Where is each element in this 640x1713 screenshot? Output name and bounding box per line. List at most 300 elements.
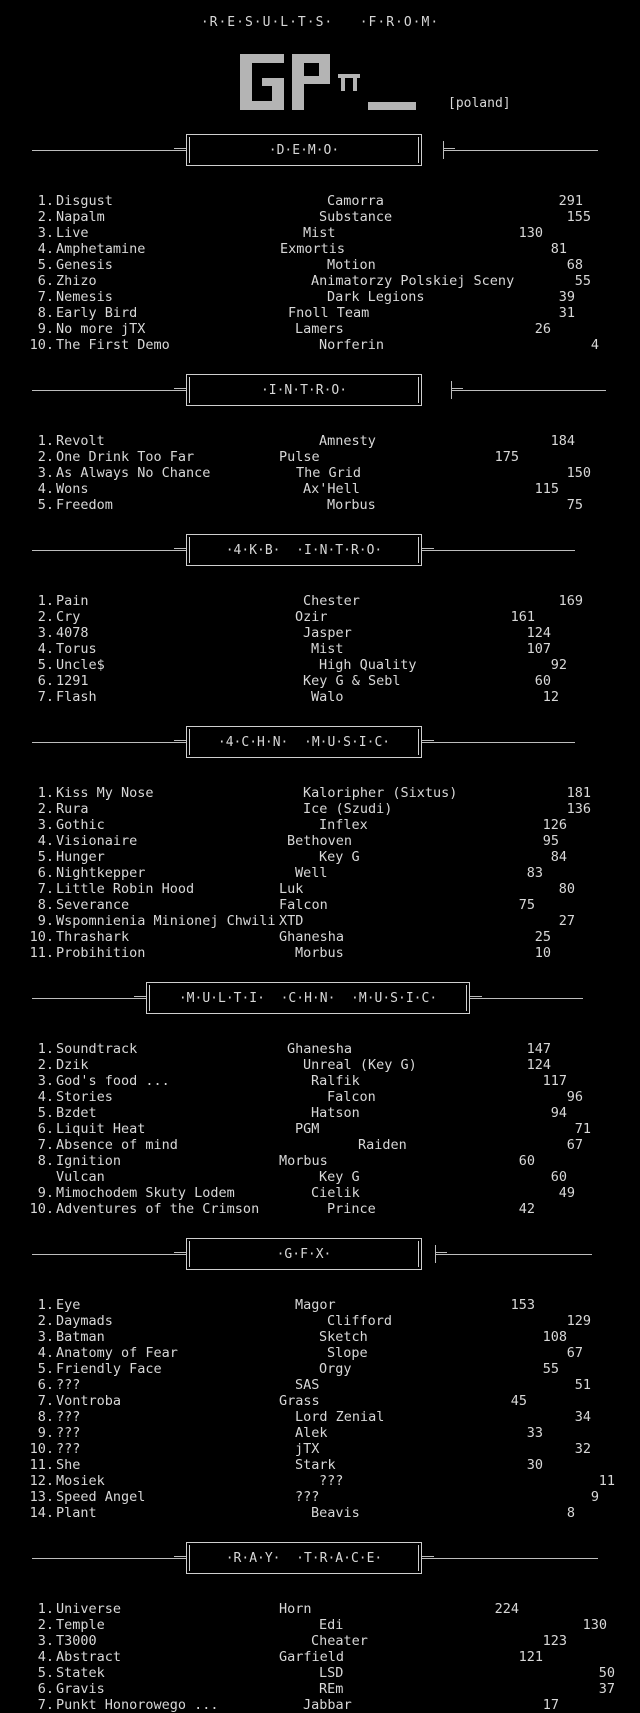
entry-rank: 5. — [37, 849, 54, 865]
entry-title: Stories — [56, 1089, 113, 1105]
entry-rank: 4. — [37, 1649, 54, 1665]
entry-title: Cry — [56, 609, 81, 625]
entry-rank: 2. — [37, 1313, 54, 1329]
entry-author: Walo — [311, 689, 344, 705]
entry-title: Absence of mind — [56, 1137, 178, 1153]
entry-score: 75 — [566, 497, 583, 513]
entry-title: Severance — [56, 897, 130, 913]
entry-rank: 1. — [37, 1041, 54, 1057]
entry-title: Ignition — [56, 1153, 122, 1169]
entry-author: SAS — [295, 1377, 320, 1393]
entry-score: 9 — [590, 1489, 599, 1505]
entry-rank: 2. — [37, 1057, 54, 1073]
entry-rank: 2. — [37, 1617, 54, 1633]
entry-rank: 5. — [37, 1105, 54, 1121]
entry-author: Chester — [303, 593, 360, 609]
entry-score: 94 — [550, 1105, 567, 1121]
entry-score: 67 — [566, 1137, 583, 1153]
entry-rank: 2. — [37, 801, 54, 817]
entry-score: 67 — [566, 1345, 583, 1361]
entry-title: Abstract — [56, 1649, 122, 1665]
entry-title: 4078 — [56, 625, 89, 641]
section-title-box — [186, 726, 422, 758]
entry-score: 84 — [550, 849, 567, 865]
entry-author: Key G — [319, 849, 360, 865]
entry-rank: 2. — [37, 449, 54, 465]
divider-line-right — [435, 1254, 592, 1255]
entry-score: 161 — [510, 609, 535, 625]
entry-title: Bzdet — [56, 1105, 97, 1121]
entry-author: Beavis — [311, 1505, 360, 1521]
entry-score: 124 — [526, 1057, 551, 1073]
entry-title: ??? — [56, 1409, 81, 1425]
divider-line-right-cap — [435, 1252, 447, 1253]
entry-score: 17 — [542, 1697, 559, 1713]
entry-author: Edi — [319, 1617, 344, 1633]
divider-tick — [443, 141, 444, 159]
entry-author: XTD — [279, 913, 304, 929]
entry-title: Kiss My Nose — [56, 785, 154, 801]
entry-author: Camorra — [327, 193, 384, 209]
entry-author: Clifford — [327, 1313, 393, 1329]
entry-score: 80 — [558, 881, 575, 897]
entry-score: 107 — [526, 641, 551, 657]
entry-rank: 3. — [37, 1633, 54, 1649]
section-title-box — [186, 134, 422, 166]
entry-score: 55 — [542, 1361, 559, 1377]
entry-score: 291 — [558, 193, 583, 209]
entry-score: 117 — [542, 1073, 567, 1089]
divider-line-left-cap — [174, 388, 186, 389]
section-title: ·D·E·M·O· — [268, 143, 340, 158]
divider-line-left-cap — [174, 1252, 186, 1253]
entry-author: Alek — [295, 1425, 328, 1441]
entry-rank: 4. — [37, 241, 54, 257]
entry-title: Genesis — [56, 257, 113, 273]
entry-score: 92 — [550, 657, 567, 673]
entry-score: 184 — [550, 433, 575, 449]
entry-score: 51 — [574, 1377, 591, 1393]
entry-rank: 3. — [37, 465, 54, 481]
entry-title: Amphetamine — [56, 241, 146, 257]
entry-rank: 11. — [29, 1457, 54, 1473]
entry-title: Wspomnienia Minionej Chwili — [56, 913, 276, 929]
entry-rank — [0, 1169, 54, 1185]
entry-author: High Quality — [319, 657, 417, 673]
entry-score: 224 — [494, 1601, 519, 1617]
divider-line-right — [422, 1558, 598, 1559]
divider-line-right — [443, 150, 598, 151]
entry-score: 130 — [582, 1617, 607, 1633]
entry-author: Mist — [303, 225, 336, 241]
entry-title: As Always No Chance — [56, 465, 211, 481]
entry-title: Torus — [56, 641, 97, 657]
entry-author: Ralfik — [311, 1073, 360, 1089]
entry-score: 49 — [558, 1185, 575, 1201]
entry-author: Pulse — [279, 449, 320, 465]
entry-author: Dark Legions — [327, 289, 425, 305]
entry-author: Lamers — [295, 321, 344, 337]
entry-author: Garfield — [279, 1649, 345, 1665]
entry-score: 155 — [566, 209, 591, 225]
entry-title: Uncle$ — [56, 657, 105, 673]
entry-score: 60 — [534, 673, 551, 689]
entry-author: REm — [319, 1681, 344, 1697]
entry-score: 126 — [542, 817, 567, 833]
entry-score: 33 — [526, 1425, 543, 1441]
entry-author: Animatorzy Polskiej Sceny — [311, 273, 515, 289]
entry-rank: 10. — [29, 1201, 54, 1217]
entry-title: Soundtrack — [56, 1041, 138, 1057]
entry-rank: 9. — [37, 913, 54, 929]
entry-score: 71 — [574, 1121, 591, 1137]
entry-title: Punkt Honorowego ... — [56, 1697, 219, 1713]
entry-title: Speed Angel — [56, 1489, 146, 1505]
entry-rank: 3. — [37, 1073, 54, 1089]
entry-rank: 1. — [37, 433, 54, 449]
entry-title: Vontroba — [56, 1393, 122, 1409]
entry-author: Lord Zenial — [295, 1409, 385, 1425]
entry-rank: 12. — [29, 1473, 54, 1489]
entry-score: 83 — [526, 865, 543, 881]
entry-rank: 7. — [37, 289, 54, 305]
entry-author: Key G — [319, 1169, 360, 1185]
entry-author: Ax'Hell — [303, 481, 360, 497]
section-title: ·4·C·H·N· ·M·U·S·I·C· — [217, 735, 391, 750]
entry-rank: 7. — [37, 689, 54, 705]
entry-rank: 6. — [37, 1121, 54, 1137]
entry-rank: 1. — [37, 1601, 54, 1617]
entry-author: Orgy — [319, 1361, 352, 1377]
entry-title: Rura — [56, 801, 89, 817]
entry-score: 95 — [542, 833, 559, 849]
divider-tick — [435, 1245, 436, 1263]
entry-title: No more jTX — [56, 321, 146, 337]
entry-title: T3000 — [56, 1633, 97, 1649]
entry-author: LSD — [319, 1665, 344, 1681]
divider-line-left-cap — [174, 548, 186, 549]
divider-line-right — [470, 998, 583, 999]
entry-author: Ice (Szudi) — [303, 801, 393, 817]
entry-title: Eye — [56, 1297, 81, 1313]
entry-title: Freedom — [56, 497, 113, 513]
entry-rank: 4. — [37, 1089, 54, 1105]
entry-score: 108 — [542, 1329, 567, 1345]
entry-title: ??? — [56, 1377, 81, 1393]
entry-score: 169 — [558, 593, 583, 609]
entry-title: Visionaire — [56, 833, 138, 849]
entry-title: Vulcan — [56, 1169, 105, 1185]
entry-author: Morbus — [279, 1153, 328, 1169]
entry-rank: 6. — [37, 673, 54, 689]
entry-rank: 3. — [37, 817, 54, 833]
entry-author: Motion — [327, 257, 376, 273]
divider-line-right-cap — [451, 388, 463, 389]
divider-line-right-cap — [443, 148, 455, 149]
entry-rank: 1. — [37, 593, 54, 609]
section-title: ·G·F·X· — [276, 1247, 332, 1262]
entry-author: Magor — [295, 1297, 336, 1313]
entry-rank: 2. — [37, 609, 54, 625]
divider-line-left — [32, 390, 186, 391]
divider-line-right — [451, 390, 606, 391]
entry-rank: 9. — [37, 1185, 54, 1201]
entry-title: Live — [56, 225, 89, 241]
entry-title: ??? — [56, 1425, 81, 1441]
entry-score: 130 — [518, 225, 543, 241]
entry-rank: 1. — [37, 193, 54, 209]
entry-title: Little Robin Hood — [56, 881, 195, 897]
entry-score: 55 — [574, 273, 591, 289]
entry-score: 181 — [566, 785, 591, 801]
entry-score: 45 — [510, 1393, 527, 1409]
entry-author: PGM — [295, 1121, 320, 1137]
entry-rank: 10. — [29, 929, 54, 945]
entry-rank: 4. — [37, 641, 54, 657]
entry-author: Inflex — [319, 817, 368, 833]
entry-score: 81 — [550, 241, 567, 257]
entry-title: God's food ... — [56, 1073, 170, 1089]
entry-author: Key G & Sebl — [303, 673, 401, 689]
section-title: ·4·K·B· ·I·N·T·R·O· — [225, 543, 383, 558]
entry-author: The Grid — [296, 465, 362, 481]
entry-rank: 3. — [37, 225, 54, 241]
entry-author: Mist — [311, 641, 344, 657]
section-title: ·M·U·L·T·I· ·C·H·N· ·M·U·S·I·C· — [178, 991, 438, 1006]
entry-title: Anatomy of Fear — [56, 1345, 178, 1361]
entry-score: 136 — [566, 801, 591, 817]
entry-score: 8 — [566, 1505, 575, 1521]
divider-line-left — [32, 1558, 186, 1559]
entry-author: Fnoll Team — [288, 305, 370, 321]
entry-rank: 1. — [37, 785, 54, 801]
divider-line-left — [32, 998, 146, 999]
divider-line-left — [32, 1254, 186, 1255]
entry-score: 96 — [566, 1089, 583, 1105]
entry-rank: 5. — [37, 1665, 54, 1681]
divider-line-right-cap — [470, 996, 482, 997]
entry-score: 12 — [542, 689, 559, 705]
entry-title: Adventures of the Crimson — [56, 1201, 260, 1217]
entry-score: 10 — [534, 945, 551, 961]
entry-author: Norferin — [319, 337, 385, 353]
entry-title: Probihition — [56, 945, 146, 961]
section-title-box — [186, 1542, 422, 1574]
divider-line-left-cap — [174, 740, 186, 741]
entry-author: Jabbar — [303, 1697, 352, 1713]
entry-author: Ozir — [295, 609, 328, 625]
entry-author: Kaloripher (Sixtus) — [303, 785, 458, 801]
entry-title: Flash — [56, 689, 97, 705]
entry-author: Falcon — [279, 897, 328, 913]
section-title-box — [146, 982, 470, 1014]
entry-author: Cheater — [311, 1633, 368, 1649]
entry-score: 11 — [598, 1473, 615, 1489]
divider-line-left-cap — [174, 1556, 186, 1557]
entry-title: Napalm — [56, 209, 105, 225]
entry-score: 60 — [550, 1169, 567, 1185]
entry-score: 115 — [534, 481, 559, 497]
entry-author: Falcon — [327, 1089, 376, 1105]
entry-rank: 6. — [37, 1681, 54, 1697]
entry-title: Mosiek — [56, 1473, 105, 1489]
entry-score: 68 — [566, 257, 583, 273]
entry-title: Friendly Face — [56, 1361, 162, 1377]
entry-rank: 3. — [37, 625, 54, 641]
entry-title: Thrashark — [56, 929, 130, 945]
entry-author: jTX — [295, 1441, 320, 1457]
entry-title: One Drink Too Far — [56, 449, 195, 465]
divider-line-right — [422, 550, 575, 551]
entry-rank: 2. — [37, 209, 54, 225]
section-title-box — [186, 534, 422, 566]
entry-score: 34 — [574, 1409, 591, 1425]
entry-rank: 9. — [37, 321, 54, 337]
entry-score: 50 — [598, 1665, 615, 1681]
entry-author: Unreal (Key G) — [303, 1057, 417, 1073]
entry-rank: 9. — [37, 1425, 54, 1441]
entry-rank: 6. — [37, 1377, 54, 1393]
entry-score: 150 — [566, 465, 591, 481]
entry-author: Morbus — [327, 497, 376, 513]
entry-score: 27 — [558, 913, 575, 929]
entry-author: Grass — [279, 1393, 320, 1409]
entry-score: 25 — [534, 929, 551, 945]
entry-score: 129 — [566, 1313, 591, 1329]
entry-title: Nightkepper — [56, 865, 146, 881]
entry-rank: 4. — [37, 833, 54, 849]
entry-score: 4 — [590, 337, 599, 353]
entry-rank: 6. — [37, 273, 54, 289]
entry-author: Morbus — [295, 945, 344, 961]
entry-title: Early Bird — [56, 305, 138, 321]
entry-rank: 5. — [37, 1361, 54, 1377]
entry-title: Batman — [56, 1329, 105, 1345]
entry-title: Revolt — [56, 433, 105, 449]
divider-line-right-cap — [422, 548, 434, 549]
divider-line-left — [32, 742, 186, 743]
entry-title: 1291 — [56, 673, 89, 689]
entry-rank: 7. — [37, 1393, 54, 1409]
entry-author: Horn — [279, 1601, 312, 1617]
entry-score: 42 — [518, 1201, 535, 1217]
entry-author: Exmortis — [280, 241, 346, 257]
entry-author: Substance — [319, 209, 393, 225]
entry-author: ??? — [295, 1489, 320, 1505]
entry-rank: 5. — [37, 497, 54, 513]
entry-rank: 4. — [37, 481, 54, 497]
entry-author: Amnesty — [319, 433, 376, 449]
entry-author: Luk — [279, 881, 304, 897]
entry-rank: 7. — [37, 1137, 54, 1153]
entry-score: 39 — [558, 289, 575, 305]
divider-line-left — [32, 150, 186, 151]
divider-line-right-cap — [422, 740, 434, 741]
entry-title: Liquit Heat — [56, 1121, 146, 1137]
entry-rank: 14. — [29, 1505, 54, 1521]
entry-rank: 11. — [29, 945, 54, 961]
entry-rank: 8. — [37, 897, 54, 913]
entry-title: Disgust — [56, 193, 113, 209]
entry-score: 30 — [526, 1457, 543, 1473]
divider-line-left-cap — [174, 148, 186, 149]
section-title: ·R·A·Y· ·T·R·A·C·E· — [225, 1551, 383, 1566]
entry-title: Pain — [56, 593, 89, 609]
entry-score: 26 — [534, 321, 551, 337]
entry-title: Nemesis — [56, 289, 113, 305]
entry-author: Prince — [327, 1201, 376, 1217]
entry-title: Plant — [56, 1505, 97, 1521]
entry-rank: 10. — [29, 1441, 54, 1457]
entry-rank: 1. — [37, 1297, 54, 1313]
entry-author: Jasper — [303, 625, 352, 641]
entry-title: Hunger — [56, 849, 105, 865]
entry-rank: 4. — [37, 1345, 54, 1361]
entry-rank: 10. — [29, 337, 54, 353]
entry-title: Zhizo — [56, 273, 97, 289]
gp-logo — [240, 54, 425, 112]
entry-rank: 7. — [37, 1697, 54, 1713]
entry-title: The First Demo — [56, 337, 170, 353]
divider-tick — [451, 381, 452, 399]
entry-score: 37 — [598, 1681, 615, 1697]
entry-title: Temple — [56, 1617, 105, 1633]
entry-rank: 7. — [37, 881, 54, 897]
divider-line-right — [422, 742, 575, 743]
entry-title: Mimochodem Skuty Lodem — [56, 1185, 235, 1201]
entry-score: 121 — [518, 1649, 543, 1665]
entry-author: Slope — [327, 1345, 368, 1361]
entry-score: 75 — [518, 897, 535, 913]
entry-author: Stark — [295, 1457, 336, 1473]
entry-title: Daymads — [56, 1313, 113, 1329]
entry-author: Ghanesha — [287, 1041, 353, 1057]
divider-line-right-cap — [422, 1556, 434, 1557]
entry-title: Statek — [56, 1665, 105, 1681]
entry-rank: 8. — [37, 1409, 54, 1425]
entry-score: 147 — [526, 1041, 551, 1057]
divider-line-left — [32, 550, 186, 551]
entry-title: Universe — [56, 1601, 122, 1617]
entry-rank: 3. — [37, 1329, 54, 1345]
entry-author: Raiden — [358, 1137, 407, 1153]
entry-author: Well — [295, 865, 328, 881]
entry-rank: 5. — [37, 657, 54, 673]
entry-score: 123 — [542, 1633, 567, 1649]
entry-author: Hatson — [311, 1105, 360, 1121]
entry-score: 60 — [518, 1153, 535, 1169]
entry-author: Ghanesha — [279, 929, 345, 945]
section-title-box — [186, 374, 422, 406]
entry-score: 153 — [510, 1297, 535, 1313]
entry-score: 175 — [494, 449, 519, 465]
entry-score: 32 — [574, 1441, 591, 1457]
results-header: ·R·E·S·U·L·T·S· ·F·R·O·M· — [200, 15, 440, 30]
entry-author: Sketch — [319, 1329, 368, 1345]
entry-title: ??? — [56, 1441, 81, 1457]
entry-author: ??? — [319, 1473, 344, 1489]
entry-title: Wons — [56, 481, 89, 497]
entry-score: 31 — [558, 305, 575, 321]
entry-score: 124 — [526, 625, 551, 641]
divider-line-left-cap — [134, 996, 146, 997]
section-title-box — [186, 1238, 422, 1270]
entry-rank: 5. — [37, 257, 54, 273]
entry-rank: 6. — [37, 865, 54, 881]
entry-title: She — [56, 1457, 81, 1473]
country-label: [poland] — [448, 96, 511, 111]
entry-title: Gravis — [56, 1681, 105, 1697]
